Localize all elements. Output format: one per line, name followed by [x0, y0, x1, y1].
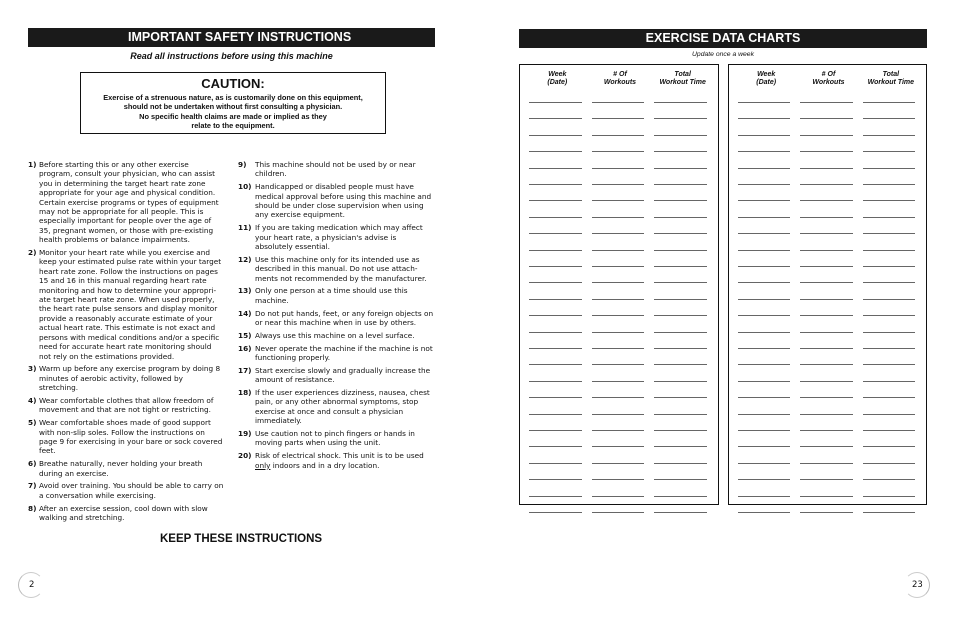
entry-line[interactable]: [654, 414, 707, 415]
safety-banner: IMPORTANT SAFETY INSTRUCTIONS: [28, 28, 435, 47]
instruction-number: 1): [28, 160, 37, 169]
entry-line[interactable]: [529, 463, 582, 464]
entry-line[interactable]: [738, 200, 790, 201]
entry-line[interactable]: [529, 102, 582, 103]
entry-line[interactable]: [592, 266, 645, 267]
instruction-text: Warm up before any exercise program by doing 8 minutes of aerobic activity, followed by stretching.: [39, 364, 221, 393]
entry-line[interactable]: [800, 135, 852, 136]
instruction-item: [238, 286, 436, 305]
page-number: 2: [29, 580, 35, 590]
instruction-number: 2): [28, 248, 37, 258]
entry-line[interactable]: [738, 512, 790, 513]
entry-line[interactable]: [654, 168, 707, 169]
entry-line[interactable]: [863, 430, 915, 431]
entry-line[interactable]: [800, 496, 852, 497]
entry-line[interactable]: [800, 233, 852, 234]
entry-line[interactable]: [738, 118, 790, 119]
instruction-number: 6): [28, 459, 37, 469]
entry-line[interactable]: [738, 233, 790, 234]
entry-line[interactable]: [738, 463, 790, 464]
entry-line[interactable]: [529, 266, 582, 267]
entry-line[interactable]: [738, 217, 790, 218]
instruction-text: Handicapped or disabled people must have medical approval before using this machine and should be under close supervision when using any exercise equipment.: [255, 182, 432, 220]
entry-line[interactable]: [654, 315, 707, 316]
entry-line[interactable]: [800, 118, 852, 119]
exercise-chart-right: [728, 64, 927, 505]
entry-line[interactable]: [863, 463, 915, 464]
entry-line[interactable]: [863, 200, 915, 201]
entry-line[interactable]: [529, 151, 582, 152]
entry-line[interactable]: [592, 102, 645, 103]
entry-line[interactable]: [738, 184, 790, 185]
entry-line[interactable]: [529, 233, 582, 234]
underlined-word: only: [255, 460, 271, 470]
entry-line[interactable]: [592, 381, 645, 382]
entry-line[interactable]: [654, 496, 707, 497]
instruction-number: 18): [238, 388, 252, 398]
entry-line[interactable]: [863, 496, 915, 497]
entry-line[interactable]: [592, 118, 645, 119]
entry-line[interactable]: [863, 315, 915, 316]
entry-line[interactable]: [654, 512, 707, 513]
instruction-text: Wear comfortable clothes that allow freedom of movement and that are not tight or restricting.: [39, 395, 214, 415]
entry-line[interactable]: [800, 299, 852, 300]
instruction-number: 5): [28, 418, 37, 428]
entry-line[interactable]: [529, 332, 582, 333]
entry-line[interactable]: [800, 282, 852, 283]
entry-line[interactable]: [863, 102, 915, 103]
instruction-text: Wear comfortable shoes made of good support with non-slip soles. Follow the instructions on page 9 for exercising in your bare or sock covered feet.: [39, 418, 223, 456]
entry-line[interactable]: [592, 250, 645, 251]
entry-line[interactable]: [529, 135, 582, 136]
entry-line[interactable]: [592, 233, 645, 234]
instruction-item: [28, 160, 224, 245]
entry-line[interactable]: [529, 299, 582, 300]
instruction-number: 20): [238, 451, 252, 461]
instruction-item: [238, 309, 436, 328]
instruction-item: [28, 481, 224, 500]
entry-line[interactable]: [592, 348, 645, 349]
instruction-text: Risk of electrical shock. This unit is to be used only indoors and in a dry location.: [255, 451, 424, 470]
entry-line[interactable]: [654, 233, 707, 234]
entry-line[interactable]: [529, 217, 582, 218]
entry-line[interactable]: [800, 414, 852, 415]
entry-line[interactable]: [654, 184, 707, 185]
entry-line[interactable]: [529, 512, 582, 513]
entry-line[interactable]: [592, 184, 645, 185]
instruction-number: 12): [238, 254, 252, 264]
instruction-text: Monitor your heart rate while you exercise and keep your estimated pulse rate within your target heart rate zone. Follow the instructions on pages 15 and 16 in this manual regarding heart rate monitoring and how to determine your appropri-ate target heart rate zone. When used properly, the heart rate pulse sensors and display monitor provide a reasonably accurate estimate of your actual heart rate. This estimate is not exact and persons with medical conditions and/or a specific need for accurate heart rate monitoring should not rely on the estimations provided.: [39, 248, 222, 361]
entry-line[interactable]: [863, 381, 915, 382]
entry-line[interactable]: [592, 315, 645, 316]
entry-line[interactable]: [654, 282, 707, 283]
entry-line[interactable]: [654, 250, 707, 251]
entry-line[interactable]: [592, 151, 645, 152]
entry-line[interactable]: [800, 250, 852, 251]
entry-line[interactable]: [863, 184, 915, 185]
entry-line[interactable]: [592, 512, 645, 513]
entry-line[interactable]: [529, 118, 582, 119]
entry-line[interactable]: [863, 512, 915, 513]
entry-line[interactable]: [529, 184, 582, 185]
entry-line[interactable]: [800, 200, 852, 201]
entry-line[interactable]: [529, 430, 582, 431]
entry-line[interactable]: [654, 397, 707, 398]
entry-line[interactable]: [529, 315, 582, 316]
entry-line[interactable]: [592, 397, 645, 398]
entry-line[interactable]: [863, 348, 915, 349]
page-number-badge: [18, 572, 44, 598]
entry-line[interactable]: [654, 479, 707, 480]
entry-line[interactable]: [529, 381, 582, 382]
entry-line[interactable]: [863, 299, 915, 300]
entry-line[interactable]: [800, 348, 852, 349]
instruction-text: Never operate the machine if the machine is not functioning properly.: [255, 343, 433, 363]
entry-line[interactable]: [529, 168, 582, 169]
entry-line[interactable]: [800, 430, 852, 431]
entry-line[interactable]: [738, 135, 790, 136]
entry-line[interactable]: [800, 266, 852, 267]
instruction-text: This machine should not be used by or near children.: [255, 160, 416, 179]
instruction-item: [238, 331, 436, 340]
instruction-number: 19): [238, 429, 252, 439]
instruction-item: [28, 364, 224, 392]
entry-line[interactable]: [654, 348, 707, 349]
entry-line[interactable]: [800, 184, 852, 185]
entry-line[interactable]: [800, 446, 852, 447]
entry-line[interactable]: [654, 102, 707, 103]
instruction-number: 9): [238, 160, 247, 169]
instructions-column-2: [238, 160, 436, 473]
entry-line[interactable]: [738, 348, 790, 349]
entry-line[interactable]: [654, 118, 707, 119]
entry-line[interactable]: [863, 414, 915, 415]
instruction-number: 3): [28, 364, 37, 374]
instruction-text: Breathe naturally, never holding your breath during an exercise.: [39, 459, 203, 478]
instruction-text: Use caution not to pinch fingers or hands in moving parts when using the unit.: [255, 429, 415, 448]
entry-line[interactable]: [592, 135, 645, 136]
entry-line[interactable]: [738, 479, 790, 480]
instruction-item: [28, 459, 224, 478]
instruction-text: Do not put hands, feet, or any foreign objects on or near this machine when in use by others.: [255, 308, 434, 328]
instruction-number: 15): [238, 330, 252, 340]
entry-line[interactable]: [592, 282, 645, 283]
instruction-item: [238, 223, 436, 251]
caution-line: Exercise of a strenuous nature, as is customarily done on this equipment,: [103, 93, 363, 102]
entry-line[interactable]: [654, 332, 707, 333]
entry-line[interactable]: [800, 364, 852, 365]
instruction-number: 8): [28, 503, 37, 513]
entry-line[interactable]: [592, 430, 645, 431]
entry-line[interactable]: [738, 282, 790, 283]
instruction-text: Always use this machine on a level surface.: [255, 330, 415, 340]
entry-line[interactable]: [654, 217, 707, 218]
entry-line[interactable]: [654, 151, 707, 152]
entry-line[interactable]: [863, 397, 915, 398]
instruction-item: [28, 396, 224, 415]
exercise-chart-left: [519, 64, 719, 505]
entry-line[interactable]: [800, 151, 852, 152]
entry-line[interactable]: [592, 299, 645, 300]
instruction-text: After an exercise session, cool down with slow walking and stretching.: [39, 503, 208, 522]
entry-line[interactable]: [800, 381, 852, 382]
entry-line[interactable]: [592, 479, 645, 480]
entry-line[interactable]: [654, 446, 707, 447]
week-header: Week (Date): [756, 71, 777, 86]
instruction-item: [238, 388, 436, 426]
instruction-item: [28, 248, 224, 361]
entry-line[interactable]: [529, 397, 582, 398]
entry-line[interactable]: [863, 250, 915, 251]
entry-line[interactable]: [654, 430, 707, 431]
caution-line: No specific health claims are made or implied as they: [139, 111, 327, 121]
entry-line[interactable]: [529, 282, 582, 283]
entry-line[interactable]: [800, 512, 852, 513]
entry-line[interactable]: [738, 250, 790, 251]
entry-line[interactable]: [592, 446, 645, 447]
page-number: 23: [912, 580, 923, 590]
instruction-number: 16): [238, 343, 252, 353]
entry-line[interactable]: [800, 102, 852, 103]
entry-line[interactable]: [529, 446, 582, 447]
entry-line[interactable]: [800, 217, 852, 218]
entry-line[interactable]: [800, 397, 852, 398]
instruction-item: [238, 255, 436, 283]
entry-line[interactable]: [654, 200, 707, 201]
entry-line[interactable]: [863, 479, 915, 480]
entry-line[interactable]: [863, 135, 915, 136]
entry-line[interactable]: [654, 266, 707, 267]
caution-title: CAUTION:: [201, 76, 265, 91]
instruction-text: Only one person at a time should use this machine.: [255, 286, 408, 305]
instruction-number: 4): [28, 395, 37, 405]
entry-line[interactable]: [800, 332, 852, 333]
instruction-text: Start exercise slowly and gradually increase the amount of resistance.: [255, 365, 431, 385]
entry-line[interactable]: [654, 299, 707, 300]
instruction-item: [238, 182, 436, 220]
entry-line[interactable]: [529, 496, 582, 497]
entry-line[interactable]: [654, 135, 707, 136]
entry-line[interactable]: [592, 200, 645, 201]
entry-line[interactable]: [738, 414, 790, 415]
instruction-item: [238, 160, 436, 179]
entry-line[interactable]: [529, 250, 582, 251]
entry-line[interactable]: [738, 266, 790, 267]
instruction-text: Before starting this or any other exercise program, consult your physician, who can assist you in determining the target heart rate zone appropriate for your age and physical condition. Certain exercise programs or types of equipment may not be appropriate for all people. This is especially important for people over the age of 35, pregnant women, or those with pre-existing health problems or balance impairments.: [39, 160, 219, 245]
entry-line[interactable]: [592, 463, 645, 464]
entry-line[interactable]: [863, 118, 915, 119]
entry-line[interactable]: [863, 217, 915, 218]
safety-subtitle: Read all instructions before using this machine: [130, 51, 333, 61]
entry-line[interactable]: [738, 315, 790, 316]
entry-line[interactable]: [529, 479, 582, 480]
instructions-column-1: [28, 160, 224, 526]
workouts-header: # Of Workouts: [812, 71, 845, 86]
week-header: Week (Date): [547, 71, 568, 86]
workout-time-header: Total Workout Time: [867, 71, 915, 86]
entry-line[interactable]: [738, 299, 790, 300]
instruction-text: If you are taking medication which may affect your heart rate, a physician's advise is absolutely essential.: [255, 223, 423, 252]
entry-line[interactable]: [738, 168, 790, 169]
entry-line[interactable]: [592, 496, 645, 497]
instruction-number: 11): [238, 223, 252, 233]
entry-line[interactable]: [863, 266, 915, 267]
caution-text: [81, 93, 385, 131]
entry-line[interactable]: [529, 364, 582, 365]
entry-line[interactable]: [529, 414, 582, 415]
instruction-number: 17): [238, 365, 252, 375]
instruction-item: [238, 344, 436, 363]
entry-line[interactable]: [738, 332, 790, 333]
keep-instructions: KEEP THESE INSTRUCTIONS: [160, 533, 323, 545]
instruction-item: [238, 451, 436, 470]
instruction-number: 13): [238, 286, 252, 296]
entry-line[interactable]: [738, 102, 790, 103]
entry-line[interactable]: [738, 151, 790, 152]
instruction-item: [238, 429, 436, 448]
instruction-text: Use this machine only for its intended use as described in this manual. Do not use attach-ments not recommended by the manufacturer.: [255, 254, 427, 283]
entry-line[interactable]: [529, 200, 582, 201]
entry-line[interactable]: [592, 168, 645, 169]
entry-line[interactable]: [800, 315, 852, 316]
entry-line[interactable]: [738, 397, 790, 398]
entry-line[interactable]: [738, 496, 790, 497]
entry-line[interactable]: [529, 348, 582, 349]
entry-line[interactable]: [592, 364, 645, 365]
caution-line: should not be undertaken without first consulting a physician.: [123, 102, 343, 112]
entry-line[interactable]: [592, 414, 645, 415]
caution-line: relate to the equipment.: [191, 121, 275, 131]
instruction-text: If the user experiences dizziness, nausea, chest pain, or any other abnormal symptoms, stop exercise at once and consult a physician immediately.: [255, 388, 430, 426]
entry-line[interactable]: [863, 282, 915, 283]
data-charts-banner: EXERCISE DATA CHARTS: [519, 29, 927, 48]
page-number-badge: [904, 572, 930, 598]
workout-time-header: Total Workout Time: [659, 71, 706, 86]
entry-line[interactable]: [738, 430, 790, 431]
entry-line[interactable]: [863, 151, 915, 152]
right-page: [477, 0, 954, 618]
entry-line[interactable]: [654, 381, 707, 382]
entry-line[interactable]: [654, 364, 707, 365]
instruction-number: 10): [238, 182, 252, 192]
instruction-item: [238, 366, 436, 385]
entry-line[interactable]: [738, 446, 790, 447]
entry-line[interactable]: [738, 381, 790, 382]
entry-line[interactable]: [800, 479, 852, 480]
entry-line[interactable]: [800, 463, 852, 464]
entry-line[interactable]: [800, 168, 852, 169]
entry-line[interactable]: [592, 332, 645, 333]
entry-line[interactable]: [863, 168, 915, 169]
instruction-item: [28, 504, 224, 523]
instruction-number: 14): [238, 308, 252, 318]
entry-line[interactable]: [738, 364, 790, 365]
instruction-item: [28, 418, 224, 456]
instruction-text: Avoid over training. You should be able to carry on a conversation while exercising.: [39, 481, 224, 500]
entry-line[interactable]: [863, 332, 915, 333]
entry-line[interactable]: [863, 233, 915, 234]
update-note: Update once a week: [692, 51, 754, 58]
workouts-header: # Of Workouts: [603, 71, 637, 86]
caution-box: [80, 72, 386, 134]
entry-line[interactable]: [654, 463, 707, 464]
entry-line[interactable]: [592, 217, 645, 218]
entry-line[interactable]: [863, 446, 915, 447]
instruction-number: 7): [28, 481, 37, 491]
entry-line[interactable]: [863, 364, 915, 365]
